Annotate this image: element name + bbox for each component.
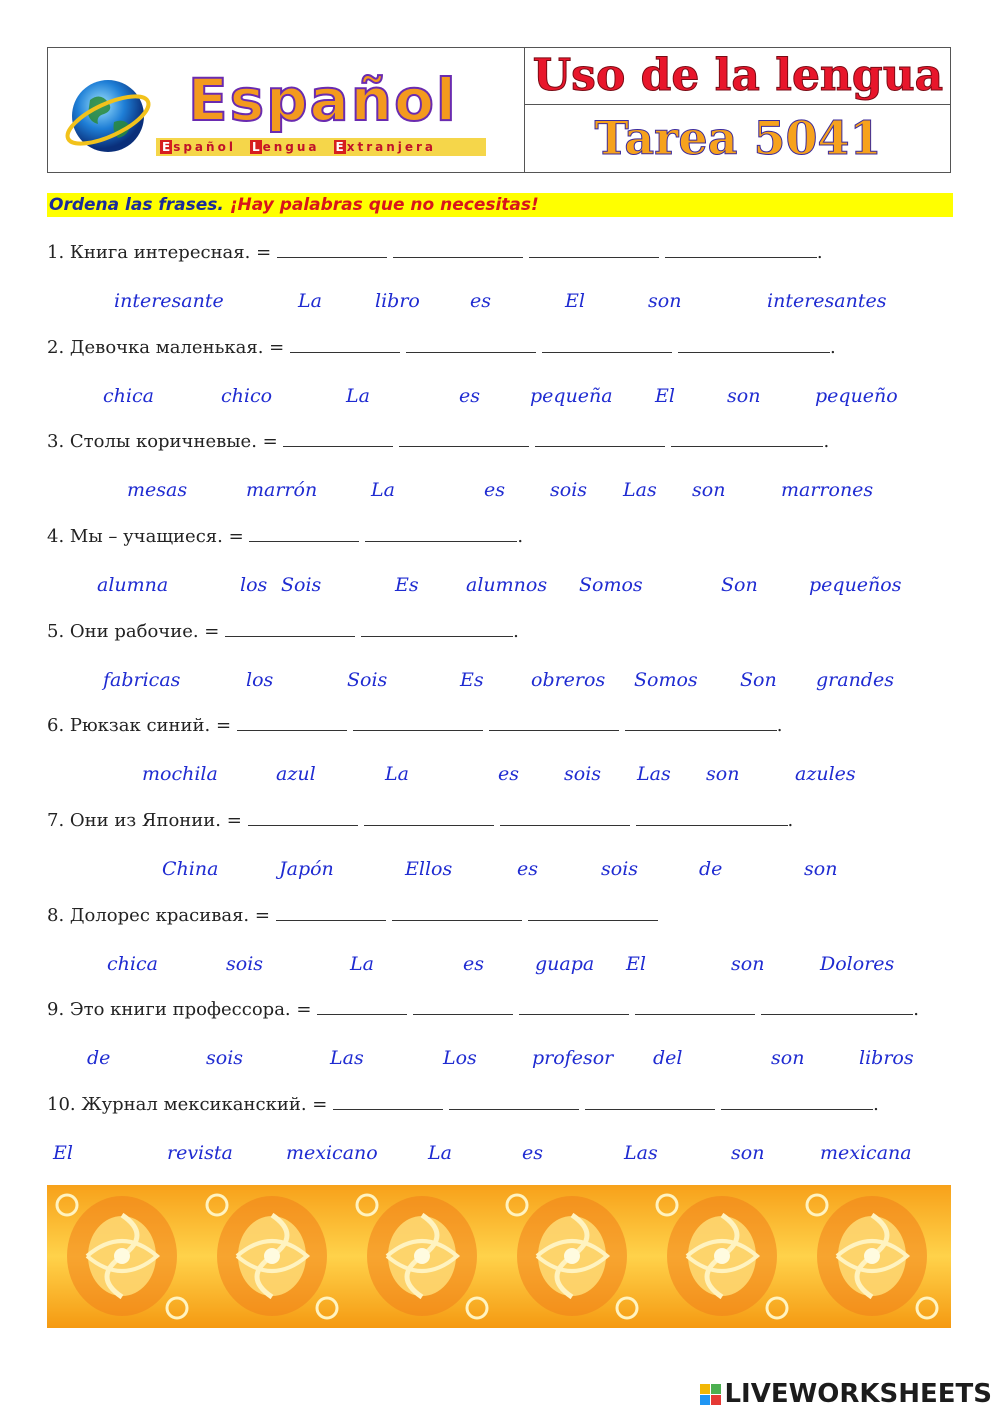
brand-title: Español xyxy=(188,66,458,134)
word-chip[interactable]: guapa xyxy=(535,953,595,975)
answer-blank[interactable] xyxy=(528,906,658,921)
answer-blank[interactable] xyxy=(489,716,619,731)
word-chip[interactable]: La xyxy=(428,1142,452,1164)
answer-blank[interactable] xyxy=(678,338,830,353)
answer-blank[interactable] xyxy=(283,432,393,447)
sentence-end: . xyxy=(829,337,836,358)
word-chip[interactable]: Japón xyxy=(279,858,334,880)
word-chip[interactable]: del xyxy=(653,1047,683,1069)
answer-blank[interactable] xyxy=(249,527,359,542)
word-chip[interactable]: Ellos xyxy=(405,858,453,880)
answer-blank[interactable] xyxy=(361,622,513,637)
word-chip[interactable]: es xyxy=(484,479,505,501)
answer-blank[interactable] xyxy=(665,243,817,258)
answer-blank[interactable] xyxy=(392,906,522,921)
answer-blank[interactable] xyxy=(671,432,823,447)
sentence-end: . xyxy=(787,810,794,831)
word-chip[interactable]: chica xyxy=(103,385,154,407)
brand-subtitle-rest: spañol xyxy=(173,140,236,154)
liveworksheets-logo[interactable] xyxy=(700,1379,992,1409)
answer-blank[interactable] xyxy=(535,432,665,447)
liveworksheets-icon xyxy=(700,1384,721,1405)
answer-blank[interactable] xyxy=(500,811,630,826)
answer-blank[interactable] xyxy=(529,243,659,258)
word-chip[interactable]: Son xyxy=(721,574,758,596)
word-chip[interactable]: La xyxy=(385,763,409,785)
word-chip[interactable]: de xyxy=(87,1047,111,1069)
word-chip[interactable]: La xyxy=(298,290,322,312)
word-chip[interactable]: es xyxy=(459,385,480,407)
word-chip[interactable]: profesor xyxy=(532,1047,614,1069)
exercise-prompt xyxy=(47,1094,879,1115)
brand-cell xyxy=(48,48,525,172)
word-chip[interactable]: Las xyxy=(624,1142,658,1164)
exercise-prompt xyxy=(47,810,793,831)
word-chip[interactable]: sois xyxy=(226,953,264,975)
word-chip[interactable]: Es xyxy=(395,574,419,596)
word-chip[interactable]: alumna xyxy=(97,574,169,596)
sentence-end: . xyxy=(873,1094,879,1115)
word-chip[interactable]: mochila xyxy=(142,763,218,785)
word-chip[interactable]: de xyxy=(699,858,723,880)
word-chip[interactable]: obreros xyxy=(531,669,606,691)
exercise-prompt xyxy=(47,621,519,642)
word-chip[interactable]: mesas xyxy=(127,479,188,501)
answer-blank[interactable] xyxy=(290,338,400,353)
brand-subtitle-initial: L xyxy=(251,140,260,154)
word-chip[interactable]: La xyxy=(350,953,374,975)
word-chip[interactable]: Las xyxy=(330,1047,364,1069)
globe-icon xyxy=(62,70,154,162)
word-chip[interactable]: El xyxy=(655,385,675,407)
word-chip[interactable]: interesante xyxy=(114,290,224,312)
word-chip[interactable]: son xyxy=(648,290,682,312)
worksheet-header xyxy=(47,47,951,173)
word-chip[interactable]: sois xyxy=(564,763,602,785)
answer-blank[interactable] xyxy=(277,243,387,258)
answer-blank[interactable] xyxy=(317,1000,407,1015)
word-chip[interactable]: Los xyxy=(443,1047,477,1069)
exercise-prompt xyxy=(47,905,664,926)
word-chip[interactable]: Sois xyxy=(347,669,388,691)
word-chip[interactable]: es xyxy=(463,953,484,975)
instruction-note: ¡Hay palabras que no necesitas! xyxy=(229,195,539,215)
word-chip[interactable]: pequeña xyxy=(530,385,613,407)
word-chip[interactable]: es xyxy=(470,290,491,312)
prompt-text: 6. Рюкзак синий. = xyxy=(47,715,232,736)
brand-subtitle-word xyxy=(160,140,236,154)
word-chip[interactable]: interesantes xyxy=(767,290,887,312)
prompt-text: 8. Долорес красивая. = xyxy=(47,905,270,926)
answer-blank[interactable] xyxy=(399,432,529,447)
word-chip[interactable]: Somos xyxy=(579,574,643,596)
prompt-text: 2. Девочка маленькая. = xyxy=(47,337,285,358)
decorative-banner xyxy=(47,1185,951,1328)
word-chip[interactable]: Son xyxy=(740,669,777,691)
exercise-prompt xyxy=(47,526,523,547)
brand-subtitle-initial: E xyxy=(335,140,344,154)
word-chip[interactable]: es xyxy=(498,763,519,785)
prompt-text: 5. Они рабочие. = xyxy=(47,621,220,642)
prompt-text: 1. Книга интересная. = xyxy=(47,242,272,263)
word-chip[interactable]: sois xyxy=(206,1047,244,1069)
word-chip[interactable]: China xyxy=(162,858,219,880)
word-chip[interactable]: mexicano xyxy=(286,1142,378,1164)
sentence-end: . xyxy=(816,242,823,263)
word-chip[interactable]: son xyxy=(771,1047,805,1069)
word-chip[interactable]: Las xyxy=(637,763,671,785)
word-chip[interactable]: El xyxy=(53,1142,73,1164)
answer-blank[interactable] xyxy=(393,243,523,258)
answer-blank[interactable] xyxy=(519,1000,629,1015)
answer-blank[interactable] xyxy=(333,1095,443,1110)
exercise-prompt xyxy=(47,715,783,736)
prompt-text: 9. Это книги профессора. = xyxy=(47,999,312,1020)
sentence-end: . xyxy=(513,621,519,642)
word-chip[interactable]: El xyxy=(565,290,585,312)
word-chip[interactable]: Sois xyxy=(281,574,322,596)
answer-blank[interactable] xyxy=(225,622,355,637)
word-chip[interactable]: son xyxy=(706,763,740,785)
word-chip[interactable]: son xyxy=(731,1142,765,1164)
word-chip[interactable]: La xyxy=(371,479,395,501)
prompt-text: 3. Столы коричневые. = xyxy=(47,431,278,452)
word-chip[interactable]: mexicana xyxy=(820,1142,912,1164)
instruction-main: Ordena las frases. xyxy=(49,195,224,215)
exercise-prompt xyxy=(47,337,836,358)
word-chip[interactable]: pequeños xyxy=(809,574,902,596)
word-chip[interactable]: Dolores xyxy=(820,953,895,975)
sentence-end: . xyxy=(913,999,919,1020)
brand-subtitle xyxy=(156,138,486,156)
word-chip[interactable]: Somos xyxy=(634,669,698,691)
word-chip[interactable]: pequeño xyxy=(815,385,898,407)
answer-blank[interactable] xyxy=(625,716,777,731)
exercise-prompt xyxy=(47,431,829,452)
word-chip[interactable]: El xyxy=(626,953,646,975)
sentence-end: . xyxy=(776,715,783,736)
word-chip[interactable]: es xyxy=(522,1142,543,1164)
answer-blank[interactable] xyxy=(721,1095,873,1110)
answer-blank[interactable] xyxy=(761,1000,913,1015)
answer-blank[interactable] xyxy=(276,906,386,921)
brand-subtitle-initial: E xyxy=(162,140,171,154)
word-chip[interactable]: son xyxy=(804,858,838,880)
word-chip[interactable]: marrones xyxy=(781,479,874,501)
word-chip[interactable]: azul xyxy=(276,763,316,785)
title-cell xyxy=(525,48,951,172)
word-chip[interactable]: son xyxy=(727,385,761,407)
answer-blank[interactable] xyxy=(353,716,483,731)
answer-blank[interactable] xyxy=(635,1000,755,1015)
answer-blank[interactable] xyxy=(365,527,517,542)
word-chip[interactable]: libro xyxy=(375,290,420,312)
word-chip[interactable]: libros xyxy=(859,1047,914,1069)
word-chip[interactable]: Es xyxy=(460,669,484,691)
word-chip[interactable]: fabricas xyxy=(103,669,181,691)
answer-blank[interactable] xyxy=(542,338,672,353)
prompt-text: 4. Мы – учащиеся. = xyxy=(47,526,244,547)
answer-blank[interactable] xyxy=(237,716,347,731)
word-chip[interactable]: los xyxy=(246,669,274,691)
exercise-prompt xyxy=(47,999,919,1020)
word-chip[interactable]: chica xyxy=(107,953,158,975)
word-chip[interactable]: alumnos xyxy=(466,574,548,596)
word-chip[interactable]: Las xyxy=(623,479,657,501)
instruction-bar xyxy=(47,193,953,217)
word-chip[interactable]: azules xyxy=(795,763,856,785)
liveworksheets-brand: LIVEWORKSHEETS xyxy=(724,1379,992,1409)
brand-subtitle-word xyxy=(334,140,437,154)
worksheet-title: Uso de la lengua xyxy=(525,48,951,105)
answer-blank[interactable] xyxy=(413,1000,513,1015)
task-number: Tarea 5041 xyxy=(594,111,882,165)
answer-blank[interactable] xyxy=(585,1095,715,1110)
answer-blank[interactable] xyxy=(636,811,788,826)
word-chip[interactable]: revista xyxy=(167,1142,233,1164)
answer-blank[interactable] xyxy=(248,811,358,826)
brand-subtitle-word xyxy=(250,140,320,154)
word-chip[interactable]: son xyxy=(731,953,765,975)
answer-blank[interactable] xyxy=(406,338,536,353)
word-chip[interactable]: sois xyxy=(550,479,588,501)
sentence-end: . xyxy=(517,526,524,547)
word-chip[interactable]: es xyxy=(517,858,538,880)
word-chip[interactable]: grandes xyxy=(816,669,894,691)
word-chip[interactable]: son xyxy=(692,479,726,501)
brand-subtitle-rest: xtranjera xyxy=(346,140,437,154)
word-chip[interactable]: La xyxy=(346,385,370,407)
prompt-text: 10. Журнал мексиканский. = xyxy=(47,1094,328,1115)
answer-blank[interactable] xyxy=(364,811,494,826)
sentence-end: . xyxy=(823,431,830,452)
brand-subtitle-rest: engua xyxy=(262,140,320,154)
exercise-prompt xyxy=(47,242,823,263)
word-chip[interactable]: sois xyxy=(601,858,639,880)
word-chip[interactable]: los xyxy=(240,574,268,596)
prompt-text: 7. Они из Японии. = xyxy=(47,810,242,831)
word-chip[interactable]: marrón xyxy=(246,479,318,501)
answer-blank[interactable] xyxy=(449,1095,579,1110)
word-chip[interactable]: chico xyxy=(221,385,273,407)
